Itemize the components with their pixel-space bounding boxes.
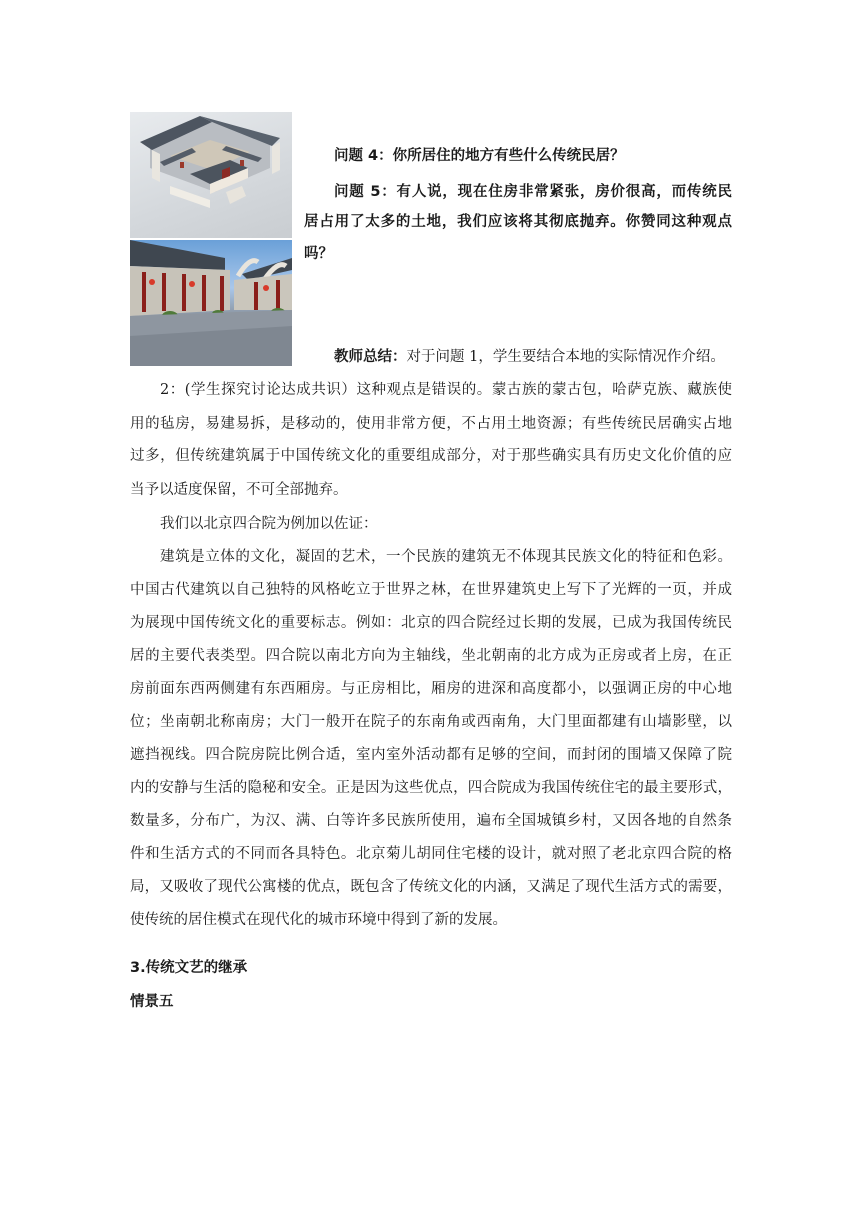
teacher-summary-label: 教师总结： <box>334 349 407 365</box>
para4-line-5: 房前面东西两侧建有东西厢房。与正房相比，厢房的进深和高度都小，以强调正房的中心地 <box>130 681 732 697</box>
siheyuan-courtyard-image <box>130 240 292 366</box>
question-5-line-3: 吗？ <box>304 246 333 262</box>
para2-line-4: 当予以适度保留，不可全部抛弃。 <box>130 482 348 498</box>
para4-line-1: 建筑是立体的文化，凝固的艺术，一个民族的建筑无不体现其民族文化的特征和色彩。 <box>160 549 732 565</box>
question-5-line-2: 居占用了太多的土地，我们应该将其彻底抛弃。你赞同这种观点 <box>304 214 732 230</box>
para2-line-3: 过多，但传统建筑属于中国传统文化的重要组成部分，对于那些确实具有历史文化价值的应 <box>130 448 732 464</box>
para3: 我们以北京四合院为例加以佐证： <box>160 516 378 532</box>
para4-line-9: 数量多，分布广，为汉、满、白等许多民族所使用，遍布全国城镇乡村，又因各地的自然条 <box>130 813 732 829</box>
para4-line-2: 中国古代建筑以自己独特的风格屹立于世界之林，在世界建筑史上写下了光辉的一页，并成 <box>130 582 732 598</box>
para4-line-6: 位；坐南朝北称南房；大门一般开在院子的东南角或西南角，大门里面都建有山墙影壁，以 <box>130 714 732 730</box>
para4-line-4: 居的主要代表类型。四合院以南北方向为主轴线，坐北朝南的北方成为正房或者上房，在正 <box>130 648 732 664</box>
question-5-line-1: 问题 5：有人说，现在住房非常紧张，房价很高，而传统民 <box>334 184 732 200</box>
question-4: 问题 4：你所居住的地方有些什么传统民居？ <box>334 148 625 164</box>
para2-line-2: 用的毡房，易建易拆，是移动的，使用非常方便，不占用土地资源；有些传统民居确实占地 <box>130 416 732 432</box>
para2-line-1: 2：(学生探究讨论达成共识）这种观点是错误的。蒙古族的蒙古包，哈萨克族、藏族使 <box>160 382 732 398</box>
section-subheading: 情景五 <box>130 994 174 1010</box>
section-heading: 3.传统文艺的继承 <box>130 960 248 976</box>
teacher-summary <box>334 347 734 367</box>
para4-line-12: 使传统的居住模式在现代化的城市环境中得到了新的发展。 <box>130 912 507 928</box>
para4-line-11: 局，又吸收了现代公寓楼的优点，既包含了传统文化的内涵，又满足了现代生活方式的需要， <box>130 879 732 895</box>
para4-line-7: 遮挡视线。四合院房院比例合适，室内室外活动都有足够的空间，而封闭的围墙又保障了院 <box>130 747 732 763</box>
teacher-summary-text: 对于问题 1，学生要结合本地的实际情况作介绍。 <box>406 349 725 365</box>
para4-line-8: 内的安静与生活的隐秘和安全。正是因为这些优点，四合院成为我国传统住宅的最主要形式， <box>130 780 732 796</box>
para4-line-3: 为展现中国传统文化的重要标志。例如：北京的四合院经过长期的发展，已成为我国传统民 <box>130 615 732 631</box>
para4-line-10: 件和生活方式的不同而各具特色。北京菊儿胡同住宅楼的设计，就对照了老北京四合院的格 <box>130 846 732 862</box>
siheyuan-aerial-image <box>130 112 292 238</box>
